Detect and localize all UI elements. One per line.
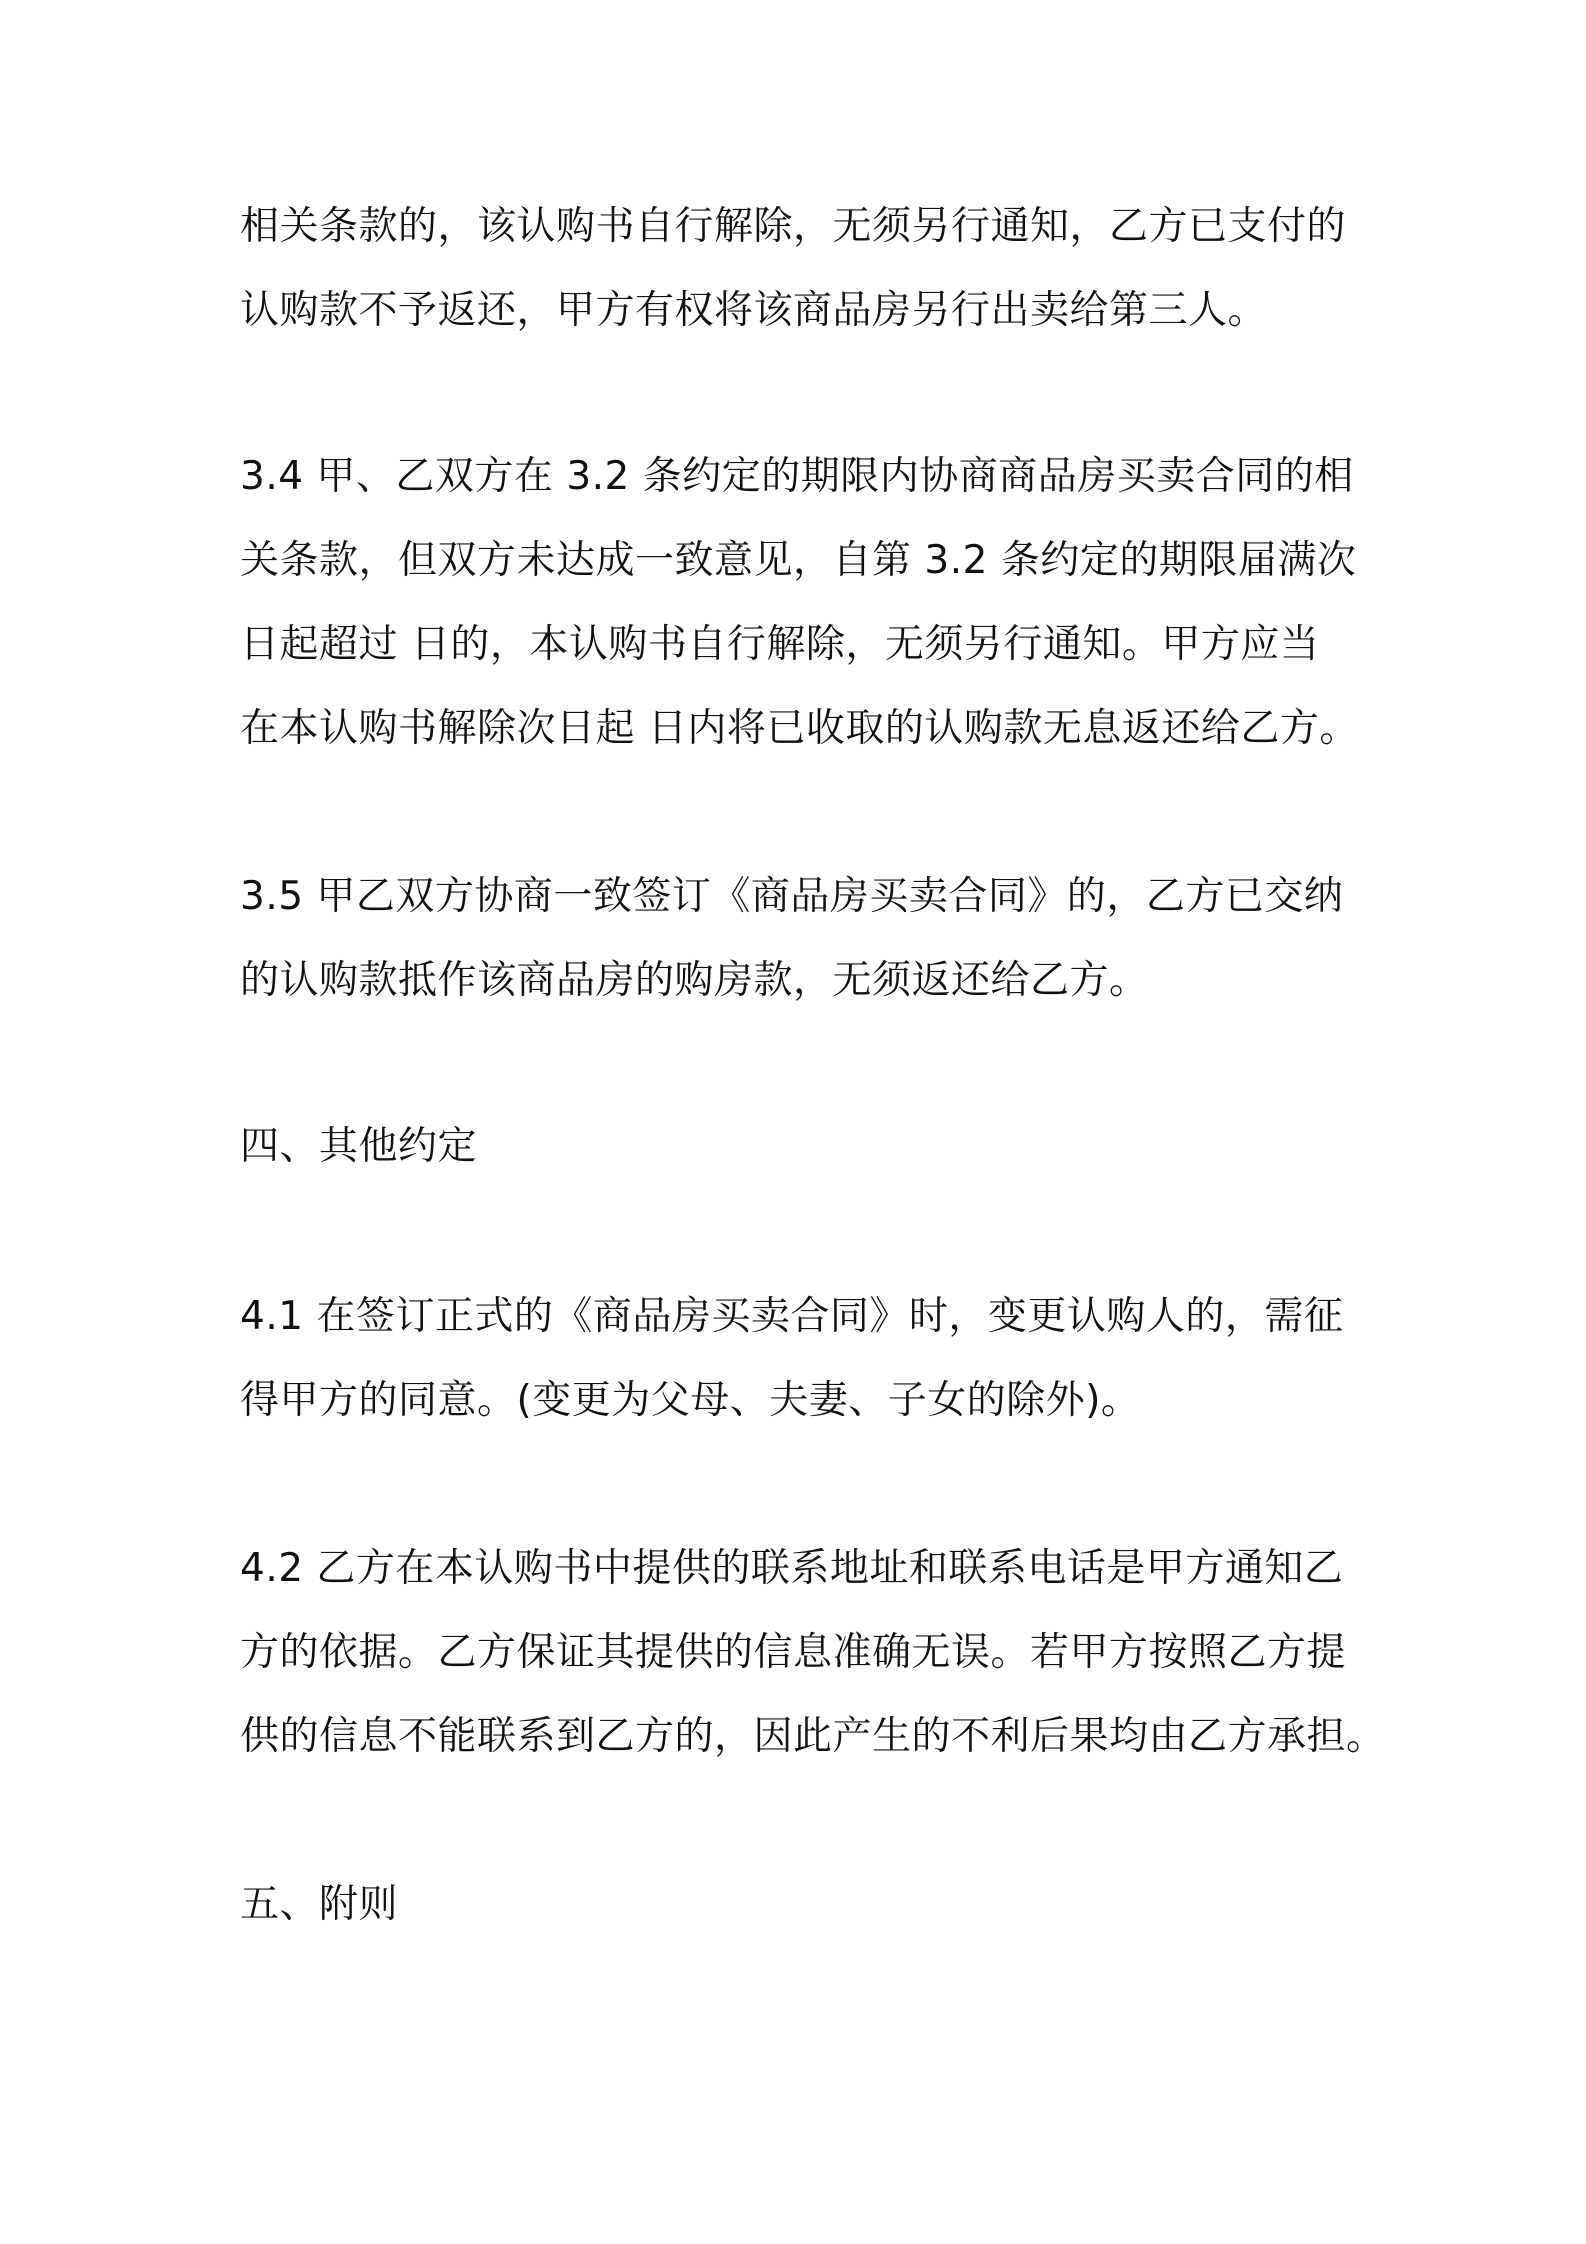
paragraph-clause-3-4 — [240, 435, 1370, 771]
section-heading: 五、附则 — [240, 1882, 399, 1927]
paragraph-clause-4-1 — [240, 1275, 1370, 1443]
text-line: 4.2 乙方在本认购书中提供的联系地址和联系电话是甲方通知乙 — [240, 1546, 1344, 1591]
text-line: 日起超过 日的，本认购书自行解除，无须另行通知。甲方应当 — [240, 622, 1320, 667]
text-line: 相关条款的，该认购书自行解除，无须另行通知，乙方已支付的 — [240, 204, 1347, 249]
paragraph-clause-4-2 — [240, 1527, 1386, 1779]
paragraph-termination-clause — [240, 185, 1370, 353]
text-line: 3.5 甲乙双方协商一致签订《商品房买卖合同》的，乙方已交纳 — [240, 874, 1344, 919]
text-line: 3.4 甲、乙双方在 3.2 条约定的期限内协商商品房买卖合同的相 — [240, 454, 1354, 499]
text-line: 得甲方的同意。(变更为父母、夫妻、子女的除外)。 — [240, 1378, 1141, 1423]
section-heading: 四、其他约定 — [240, 1124, 478, 1169]
text-line: 关条款，但双方未达成一致意见，自第 3.2 条约定的期限届满次 — [240, 538, 1357, 583]
text-line: 的认购款抵作该商品房的购房款，无须返还给乙方。 — [240, 958, 1149, 1003]
text-line: 4.1 在签订正式的《商品房买卖合同》时，变更认购人的，需征 — [240, 1294, 1344, 1339]
section-heading-appendix — [240, 1863, 1370, 1947]
text-line: 认购款不予返还，甲方有权将该商品房另行出卖给第三人。 — [240, 288, 1268, 333]
paragraph-clause-3-5 — [240, 855, 1370, 1023]
section-heading-other-agreements — [240, 1105, 1370, 1189]
text-line: 方的依据。乙方保证其提供的信息准确无误。若甲方按照乙方提 — [240, 1630, 1347, 1675]
text-line: 在本认购书解除次日起 日内将已收取的认购款无息返还给乙方。 — [240, 706, 1359, 751]
text-line: 供的信息不能联系到乙方的，因此产生的不利后果均由乙方承担。 — [240, 1714, 1386, 1759]
